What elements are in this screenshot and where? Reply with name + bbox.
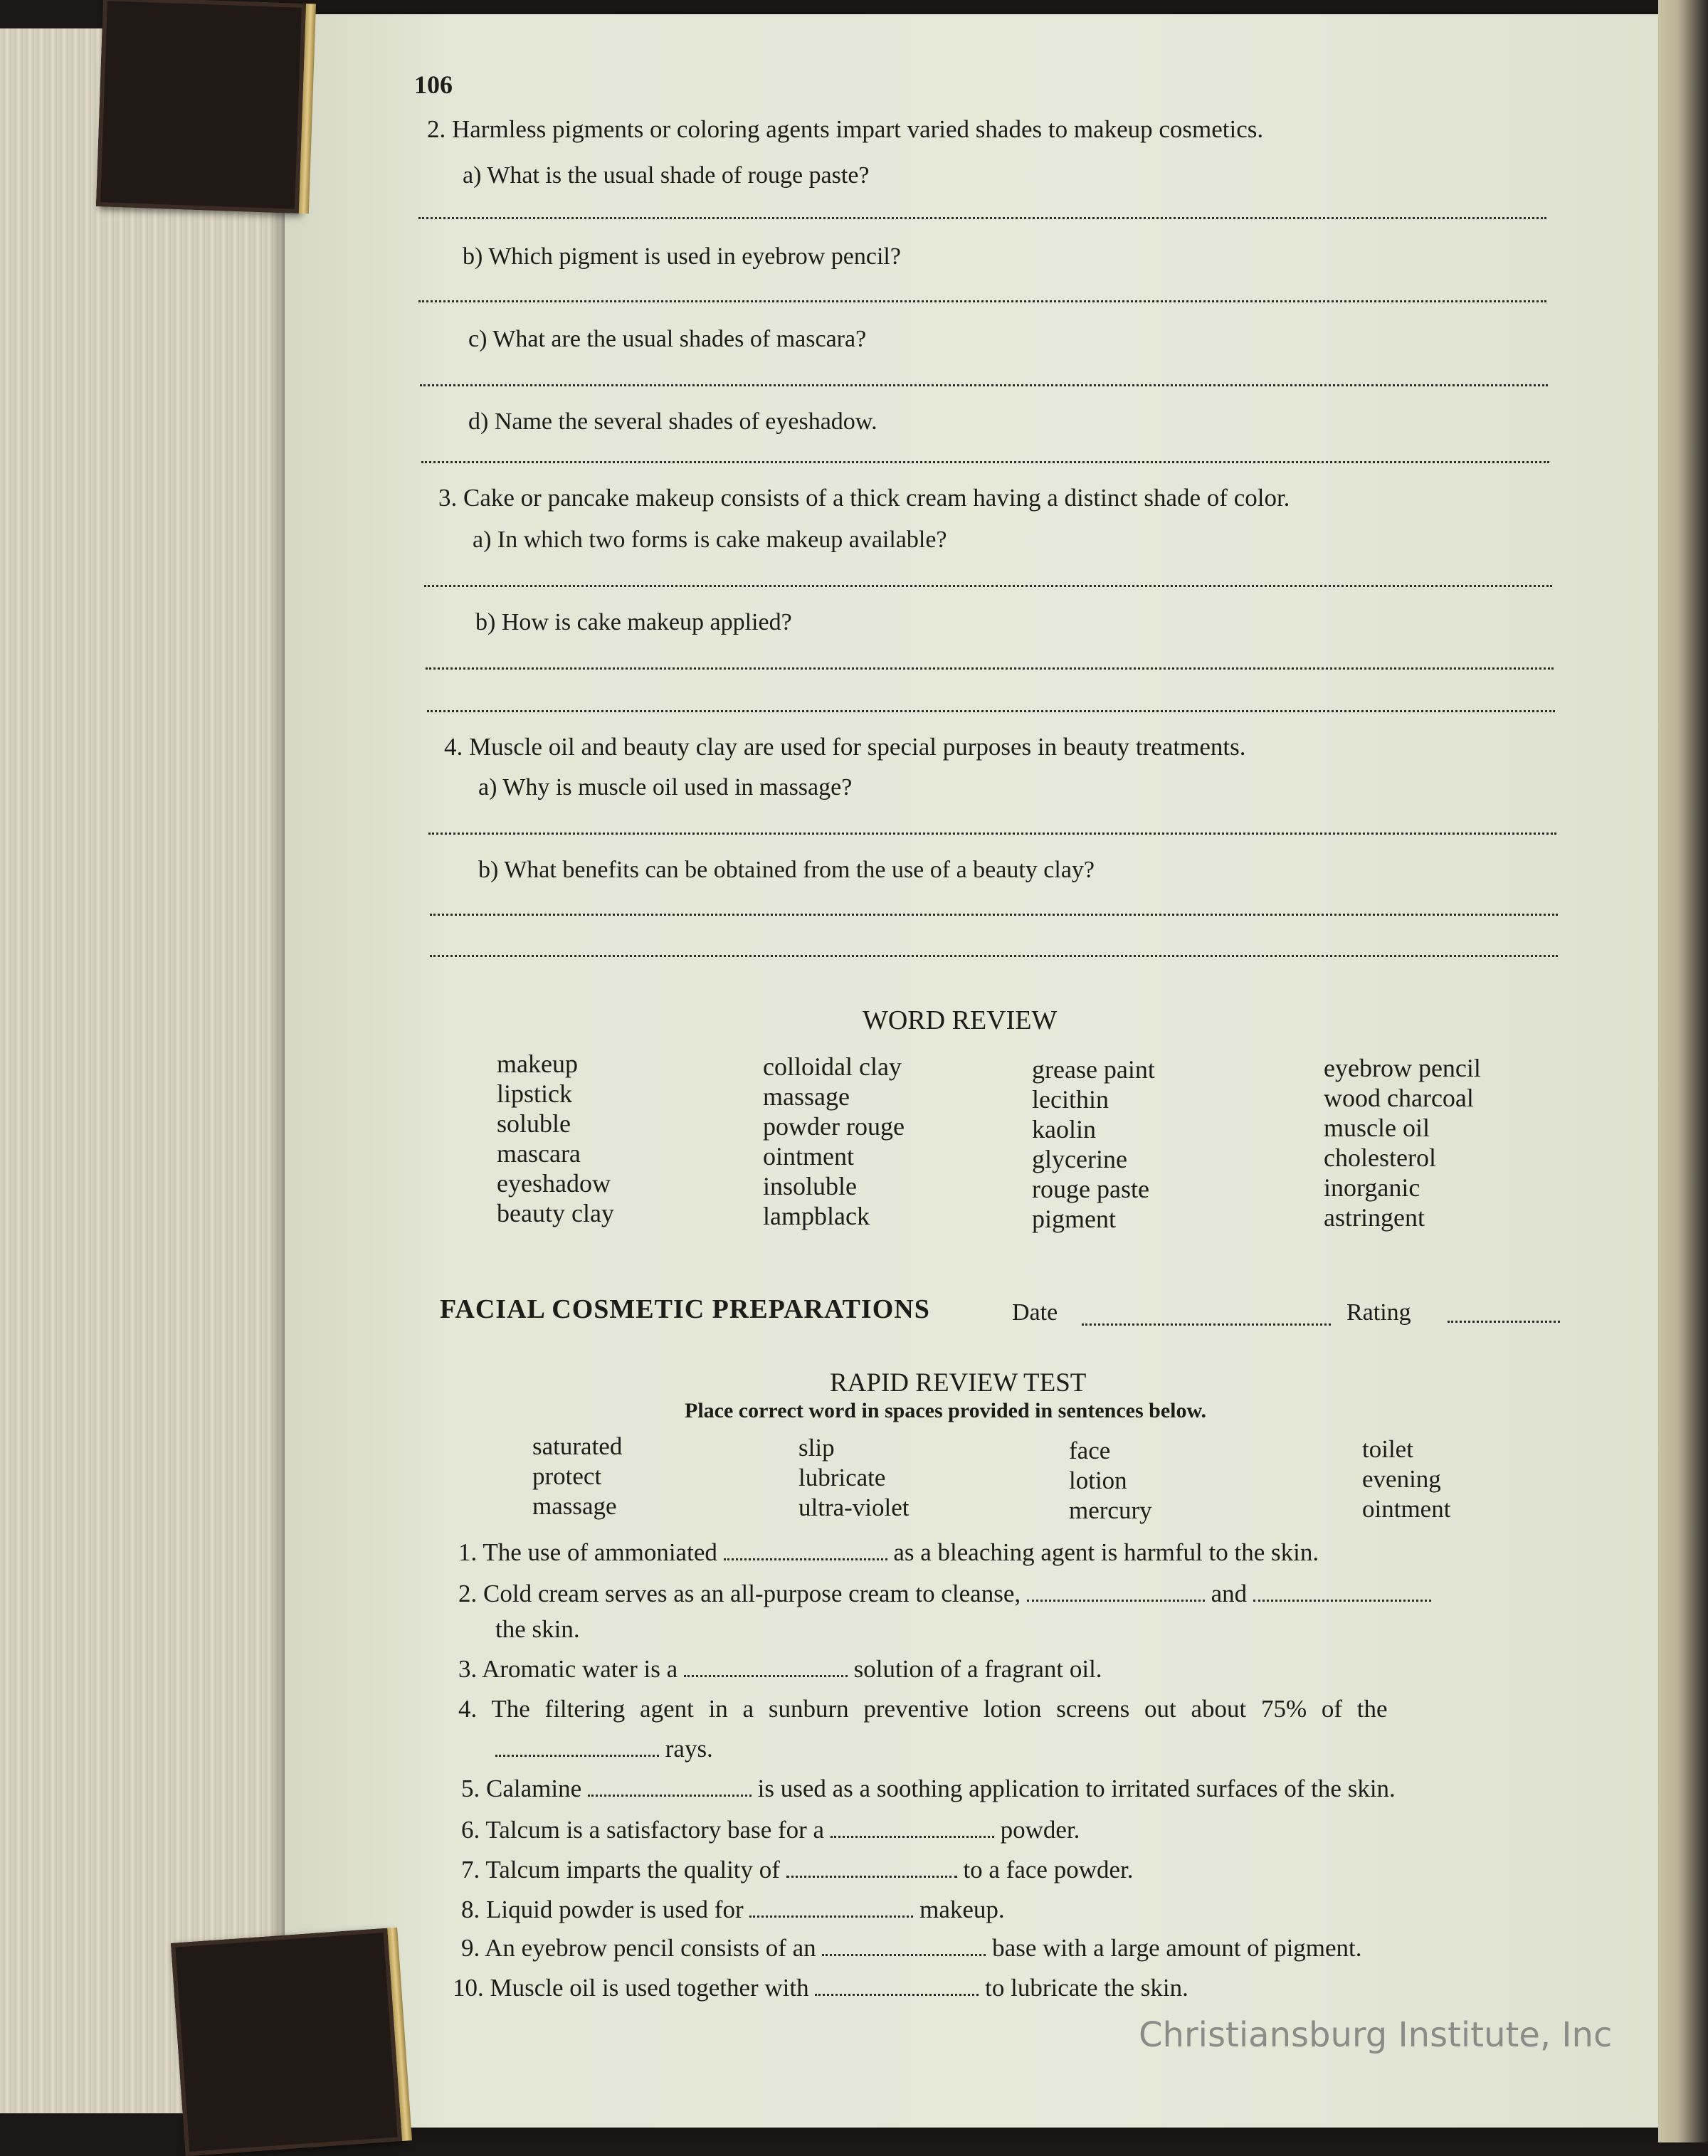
blank-8[interactable] [749, 1915, 913, 1918]
sentence-text: The filtering agent in a sunburn preventive lotion screens out about 75% of the [491, 1695, 1388, 1723]
word-review-term: cholesterol [1324, 1143, 1436, 1172]
rating-field[interactable] [1448, 1321, 1560, 1323]
blank-7[interactable] [786, 1876, 957, 1878]
sentence-10 [453, 1974, 1188, 2002]
sentence-text: solution of a fragrant oil. [853, 1655, 1102, 1683]
question-2a: a) What is the usual shade of rouge paste? [463, 162, 870, 189]
sentence-number: 9. [461, 1934, 480, 1962]
sentence-number: 2. [458, 1580, 478, 1607]
sentence-4-continuation [495, 1735, 713, 1763]
word-review-column-4 [1324, 1053, 1481, 1232]
rapid-review-column-3 [1069, 1436, 1152, 1526]
answer-line-4a[interactable] [428, 833, 1556, 835]
blank-10[interactable] [815, 1994, 979, 1996]
sentence-text: Calamine [486, 1775, 582, 1802]
rating-label: Rating [1346, 1299, 1411, 1326]
date-field[interactable] [1082, 1323, 1331, 1326]
sentence-text: makeup. [919, 1896, 1005, 1923]
sentence-text: Muscle oil is used together with [490, 1974, 809, 2002]
sentence-text: as a bleaching agent is harmful to the skin. [893, 1538, 1319, 1566]
test-title: FACIAL COSMETIC PREPARATIONS [440, 1294, 930, 1324]
answer-line-4b-1[interactable] [430, 914, 1558, 916]
word-review-term: rouge paste [1032, 1175, 1149, 1203]
word-review-term: insoluble [763, 1172, 857, 1200]
sentence-text: base with a large amount of pigment. [992, 1934, 1362, 1962]
rapid-review-word: slip [798, 1434, 835, 1462]
word-review-term: eyebrow pencil [1324, 1054, 1481, 1082]
sentence-2-continuation: the skin. [495, 1615, 580, 1643]
sentence-text: Cold cream serves as an all-purpose cream to cleanse, [483, 1580, 1021, 1607]
answer-line-3b-1[interactable] [426, 667, 1554, 670]
sentence-text: Talcum imparts the quality of [485, 1856, 780, 1883]
rapid-review-word: lubricate [798, 1464, 886, 1491]
sentence-8 [461, 1896, 1005, 1924]
sentence-text: The use of ammoniated [483, 1538, 717, 1566]
answer-line-2d[interactable] [421, 461, 1549, 463]
sentence-number: 3. [458, 1655, 478, 1683]
sentence-text: An eyebrow pencil consists of an [485, 1934, 816, 1962]
question-4b: b) What benefits can be obtained from the use of a beauty clay? [478, 857, 1095, 883]
word-review-term: makeup [497, 1050, 578, 1078]
sentence-5 [461, 1775, 1396, 1803]
binder-clip-top [96, 0, 306, 213]
watermark-text: Christiansburg Institute, Inc [1139, 2015, 1613, 2055]
question-3b: b) How is cake makeup applied? [475, 609, 792, 635]
word-review-term: grease paint [1032, 1055, 1155, 1084]
blank-1[interactable] [724, 1558, 887, 1560]
answer-line-2c[interactable] [420, 384, 1548, 386]
rapid-review-word: evening [1362, 1465, 1441, 1493]
sentence-text: Talcum is a satisfactory base for a [485, 1816, 825, 1844]
word-review-term: soluble [497, 1109, 571, 1138]
question-2b: b) Which pigment is used in eyebrow pencil? [463, 243, 901, 270]
sentence-number: 7. [461, 1856, 480, 1883]
rapid-review-word: mercury [1069, 1496, 1152, 1524]
question-2-stem: 2. Harmless pigments or coloring agents impart varied shades to makeup cosmetics. [427, 115, 1264, 143]
rapid-review-word: ultra-violet [798, 1494, 910, 1521]
sentence-number: 4. [458, 1695, 478, 1723]
sentence-2 [458, 1580, 1431, 1608]
word-review-term: pigment [1032, 1205, 1116, 1233]
sentence-6 [461, 1816, 1080, 1844]
rapid-review-title: RAPID REVIEW TEST [830, 1368, 1087, 1397]
sentence-number: 8. [461, 1896, 480, 1923]
word-review-term: astringent [1324, 1203, 1425, 1232]
question-2d: d) Name the several shades of eyeshadow. [468, 408, 877, 435]
sentence-number: 6. [461, 1816, 480, 1844]
rapid-review-word: face [1069, 1437, 1111, 1464]
sentence-3 [458, 1655, 1102, 1684]
word-review-term: glycerine [1032, 1145, 1127, 1173]
sentence-number: 10. [453, 1974, 484, 2002]
rapid-review-column-2 [798, 1433, 910, 1523]
blank-5[interactable] [588, 1795, 752, 1797]
word-review-term: mascara [497, 1139, 581, 1168]
blank-6[interactable] [831, 1836, 994, 1838]
book-page-edges [0, 28, 306, 2113]
page-number: 106 [414, 70, 453, 99]
word-review-term: eyeshadow [497, 1169, 611, 1198]
question-3a: a) In which two forms is cake makeup available? [473, 527, 947, 553]
word-review-term: massage [763, 1082, 850, 1111]
answer-line-2b[interactable] [418, 300, 1546, 302]
rapid-review-column-1 [532, 1432, 622, 1521]
binder-clip-bottom [171, 1928, 402, 2156]
sentence-text: to a face powder. [963, 1856, 1134, 1883]
question-3-stem: 3. Cake or pancake makeup consists of a thick cream having a distinct shade of color. [438, 484, 1290, 512]
word-review-column-3 [1032, 1055, 1155, 1234]
word-review-term: lampblack [763, 1202, 870, 1230]
word-review-term: lecithin [1032, 1085, 1109, 1114]
word-review-column-1 [497, 1049, 614, 1228]
sentence-text: Liquid powder is used for [486, 1896, 744, 1923]
word-review-term: beauty clay [497, 1199, 614, 1227]
sentence-text: rays. [665, 1735, 713, 1763]
word-review-term: muscle oil [1324, 1114, 1430, 1142]
date-label: Date [1012, 1299, 1058, 1326]
rapid-review-word: massage [532, 1492, 617, 1520]
rapid-review-word: ointment [1362, 1495, 1451, 1523]
question-4a: a) Why is muscle oil used in massage? [478, 774, 853, 800]
word-review-term: kaolin [1032, 1115, 1096, 1143]
word-review-term: inorganic [1324, 1173, 1420, 1202]
sentence-9 [461, 1934, 1362, 1962]
word-review-column-2 [763, 1052, 905, 1231]
blank-3[interactable] [684, 1675, 848, 1677]
sentence-number: 5. [461, 1775, 480, 1802]
sentence-text: powder. [1000, 1816, 1080, 1844]
sentence-text: Aromatic water is a [482, 1655, 678, 1683]
sentence-text: is used as a soothing application to irritated surfaces of the skin. [757, 1775, 1396, 1802]
rapid-review-column-4 [1362, 1434, 1450, 1524]
sentence-text: and [1211, 1580, 1248, 1607]
word-review-term: colloidal clay [763, 1052, 902, 1081]
word-review-term: ointment [763, 1142, 854, 1171]
rapid-review-instruction: Place correct word in spaces provided in sentences below. [685, 1399, 1206, 1422]
book-right-edge [1658, 0, 1708, 2142]
word-review-title: WORD REVIEW [863, 1005, 1058, 1035]
blank-2b[interactable] [1253, 1600, 1431, 1602]
sentence-number: 1. [458, 1538, 478, 1566]
rapid-review-word: lotion [1069, 1467, 1127, 1494]
sentence-1 [458, 1538, 1319, 1567]
rapid-review-word: toilet [1362, 1435, 1413, 1463]
question-4-stem: 4. Muscle oil and beauty clay are used for special purposes in beauty treatments. [444, 733, 1246, 761]
sentence-text: to lubricate the skin. [985, 1974, 1188, 2002]
blank-9[interactable] [822, 1954, 986, 1956]
answer-line-4b-2[interactable] [430, 955, 1558, 957]
rapid-review-word: saturated [532, 1432, 623, 1460]
blank-2a[interactable] [1027, 1600, 1205, 1602]
answer-line-3b-2[interactable] [427, 710, 1555, 712]
sentence-7 [461, 1856, 1134, 1884]
answer-line-2a[interactable] [418, 217, 1546, 219]
word-review-term: powder rouge [763, 1112, 905, 1141]
question-2c: c) What are the usual shades of mascara? [468, 326, 867, 352]
word-review-term: wood charcoal [1324, 1084, 1474, 1112]
blank-4[interactable] [495, 1755, 659, 1757]
answer-line-3a[interactable] [424, 585, 1552, 587]
rapid-review-word: protect [532, 1462, 602, 1490]
word-review-term: lipstick [497, 1079, 572, 1108]
sentence-4 [458, 1695, 1388, 1723]
